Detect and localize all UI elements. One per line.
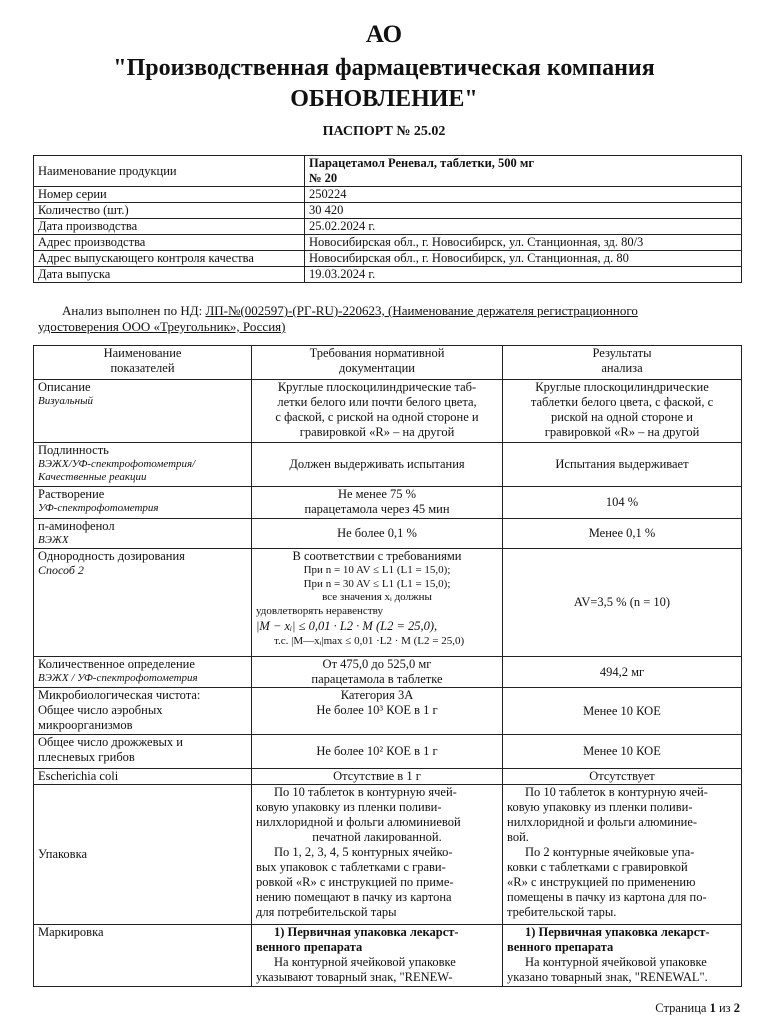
requirement-cell: От 475,0 до 525,0 мг парацетамола в таблетке [252,657,503,688]
indicator-cell [34,657,252,688]
info-label: Дата производства [34,219,305,235]
indicator-method: ВЭЖХ / УФ-спектрофотометрия [38,672,198,684]
analysis-note [38,303,738,335]
info-value: Новосибирская обл., г. Новосибирск, ул. Станционная, д. 80 [305,251,742,267]
indicator-name: Растворение [38,487,105,501]
header-results: Результаты анализа [503,346,742,380]
row-marking [34,925,742,987]
info-value: Новосибирская обл., г. Новосибирск, ул. Станционная, зд. 80/3 [305,235,742,251]
page-counter: Страница 1 из 2 [655,1001,740,1015]
info-row-product [34,156,742,187]
analysis-note-doc: ЛП-№(002597)-(РГ-RU)-220623, (Наименование держателя регистрационного [205,303,638,318]
result-cell: Круглые плоскоцилиндрические таблетки белого цвета, с фаской, с риской на одной стороне и гравировкой «R» – на другой [503,380,742,443]
indicator-name: Маркировка [34,925,252,987]
current-page: 1 [709,1001,716,1015]
result-cell: Менее 0,1 % [503,519,742,549]
info-value: 30 420 [305,203,742,219]
requirement-cell: 1) Первичная упаковка лекарст- венного препарата На контурной ячейковой упаковке указывают товарный знак, "RENEW- [252,925,503,987]
result-cell: 104 % [503,487,742,519]
info-label: Адрес производства [34,235,305,251]
result-cell: 1) Первичная упаковка лекарст- венного препарата На контурной ячейковой упаковке указано товарный знак, "RENEWAL". [503,925,742,987]
row-dose-uniformity [34,549,742,657]
indicator-cell [34,487,252,519]
indicator-name: п-аминофенол [38,519,115,533]
indicator-cell [34,443,252,487]
info-value: 25.02.2024 г. [305,219,742,235]
indicator-cell [34,549,252,657]
header-indicator: Наименование показателей [34,346,252,380]
info-label: Номер серии [34,187,305,203]
product-name: Парацетамол Реневал, таблетки, 500 мг [309,156,535,170]
indicator-name: Подлинность [38,443,109,457]
org-name-line1: "Производственная фармацевтическая компания [113,55,655,81]
info-row-batch [34,187,742,203]
indicator-cell [34,380,252,443]
indicator-cell: Микробиологическая чистота: Общее число аэробных микроорганизмов [34,688,252,735]
total-pages: 2 [733,1001,740,1015]
indicator-name: Количественное определение [38,657,195,671]
result-cell: AV=3,5 % (n = 10) [503,549,742,657]
indicator-method: УФ-спектрофотометрия [38,502,159,514]
row-aminophenol [34,519,742,549]
info-label: Дата выпуска [34,267,305,283]
row-identity [34,443,742,487]
indicator-name: Однородность дозирования [38,549,185,563]
row-assay [34,657,742,688]
indicator-method: Визуальный [38,395,94,407]
row-description [34,380,742,443]
indicator-name: Описание [38,380,91,394]
requirement-cell: Не менее 75 % парацетамола через 45 мин [252,487,503,519]
requirement-cell: Круглые плоскоцилиндрические таб- летки белого или почти белого цвета, с фаской, с риской на одной стороне и гравировкой «R» – на другой [252,380,503,443]
info-label: Количество (шт.) [34,203,305,219]
passport-title: ПАСПОРТ № 25.02 [322,124,446,139]
indicator-method: Способ 2 [38,563,84,577]
analysis-header-row [34,346,742,380]
analysis-note-prefix: Анализ выполнен по НД: [62,303,206,318]
indicator-method: ВЭЖХ [38,534,69,546]
info-row-production-date [34,219,742,235]
product-info-table [33,155,742,283]
result-cell: Отсутствует [503,769,742,785]
analysis-note-holder: удостоверения ООО «Треугольник», Россия) [38,319,286,334]
requirement-cell: Категория 3А Не более 10³ КОЕ в 1 г [252,688,503,735]
result-cell: Менее 10 КОЕ [503,735,742,769]
product-count: № 20 [309,171,338,185]
result-cell: 494,2 мг [503,657,742,688]
requirement-cell: Отсутствие в 1 г [252,769,503,785]
info-row-release-date [34,267,742,283]
org-type: АО [365,21,403,48]
info-label: Наименование продукции [34,156,305,187]
row-micro-yeast [34,735,742,769]
row-ecoli [34,769,742,785]
inequality-formula: |M − xᵢ| ≤ 0,01 · L2 · M (L2 = 25,0), [256,619,438,633]
result-cell: Менее 10 КОЕ [503,688,742,735]
info-value [305,156,742,187]
org-name-line2: ОБНОВЛЕНИЕ" [290,86,478,112]
result-cell: По 10 таблеток в контурную ячей- ковую упаковку из пленки поливи- нилхлоридной и фольги алюминие- вой. По 2 контурные ячейковые упа- ковки с таблетками с гравировкой «R» с инструкцией по применению помещены в пачку из картона для по- требительской тары. [503,785,742,925]
requirement-cell: Не более 10² КОЕ в 1 г [252,735,503,769]
indicator-cell [34,519,252,549]
info-value: 19.03.2024 г. [305,267,742,283]
requirement-cell: Не более 0,1 % [252,519,503,549]
indicator-name: Упаковка [34,785,252,925]
result-cell: Испытания выдерживает [503,443,742,487]
row-dissolution [34,487,742,519]
analysis-table [33,345,742,987]
requirement-cell: По 10 таблеток в контурную ячей- ковую упаковку из пленки поливи- нилхлоридной и фольги алюминиевой печатной лакированной. По 1, 2, 3, 4, 5 контурных ячейко- вых упаковок с таблетками с грави- ровкой «R» с инструкцией по приме- нению помещают в пачку из картона для потребительской тары [252,785,503,925]
indicator-method: Качественные реакции [38,471,147,483]
header-requirements: Требования нормативной документации [252,346,503,380]
requirement-cell: Должен выдерживать испытания [252,443,503,487]
indicator-name: Escherichia coli [34,769,252,785]
indicator-cell: Общее число дрожжевых и плесневых грибов [34,735,252,769]
info-row-quantity [34,203,742,219]
info-label: Адрес выпускающего контроля качества [34,251,305,267]
row-packaging [34,785,742,925]
requirement-cell: В соответствии с требованиями При n = 10 AV ≤ L1 (L1 = 15,0); При n = 30 AV ≤ L1 (L1 = 15,0); все значения xᵢ должны удовлетворять неравенству |M − xᵢ| ≤ 0,01 · L2 · M (L2 = 25,0), т.с. |M—xᵢ|max ≤ 0,01 ·L2 · M (L2 = 25,0) [252,549,503,657]
info-row-qc-address [34,251,742,267]
inequality-formula-max: т.с. |M—xᵢ|max ≤ 0,01 ·L2 · M (L2 = 25,0) [274,635,465,647]
info-row-production-address [34,235,742,251]
indicator-method: ВЭЖХ/УФ-спектрофотометрия/ [38,458,196,470]
info-value: 250224 [305,187,742,203]
row-micro-aerobic [34,688,742,735]
